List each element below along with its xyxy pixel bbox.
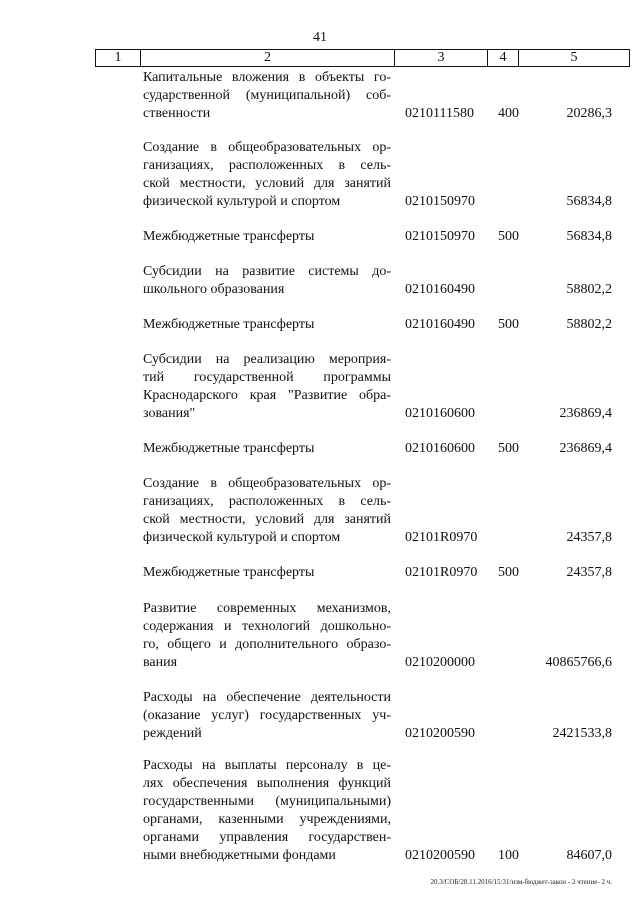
- description-line: го, общего и дополнительного образо-: [143, 637, 391, 652]
- table-row: [0, 228, 640, 246]
- description-line: ственности: [143, 106, 211, 121]
- column-header-4: 4: [488, 50, 519, 67]
- page-number: 41: [313, 30, 327, 45]
- description-line: лях обеспечения выполнения функций: [143, 776, 391, 791]
- row-description: [143, 263, 391, 299]
- row-code: 0210200000: [405, 655, 475, 670]
- row-amount: 236869,4: [559, 406, 612, 421]
- table-row: [0, 689, 640, 743]
- row-amount: 56834,8: [566, 229, 612, 244]
- row-expense-type: 500: [498, 565, 519, 580]
- description-line: физической культурой и спортом: [143, 194, 341, 209]
- row-description: [143, 316, 391, 334]
- table-row: [0, 475, 640, 547]
- row-description: [143, 757, 391, 865]
- row-amount: 20286,3: [566, 106, 612, 121]
- description-line: содержания и технологий дошкольно-: [143, 619, 391, 634]
- row-code: 02101R0970: [405, 530, 478, 545]
- row-amount: 24357,8: [566, 530, 612, 545]
- row-expense-type: 400: [498, 106, 519, 121]
- row-description: [143, 351, 391, 423]
- description-line: Субсидии на реализацию мероприя-: [143, 352, 391, 367]
- description-line: ской местности, условий для занятий: [143, 512, 391, 527]
- table-row: [0, 757, 640, 865]
- footer-note: 20.3/СОБ/28.11.2016/15:31/изм-бюджет-закон - 2 чтение- 2 ч.: [430, 878, 612, 886]
- row-description: [143, 228, 391, 246]
- row-code: 0210160490: [405, 282, 475, 297]
- description-line: Краснодарского края "Развитие обра-: [143, 388, 391, 403]
- description-line: Межбюджетные трансферты: [143, 229, 315, 244]
- description-line: (оказание услуг) государственных уч-: [143, 708, 391, 723]
- description-line: ганизациях, расположенных в сель-: [143, 494, 391, 509]
- table-row: [0, 316, 640, 334]
- row-amount: 58802,2: [566, 282, 612, 297]
- row-description: [143, 139, 391, 211]
- description-line: ганизациях, расположенных в сель-: [143, 158, 391, 173]
- row-description: [143, 689, 391, 743]
- row-amount: 84607,0: [566, 848, 612, 863]
- description-line: государственными (муниципальными): [143, 794, 391, 809]
- row-expense-type: 100: [498, 848, 519, 863]
- row-code: 02101R0970: [405, 565, 478, 580]
- row-code: 0210200590: [405, 848, 475, 863]
- description-line: органами управления государствен-: [143, 830, 391, 845]
- description-line: Расходы на обеспечение деятельности: [143, 690, 391, 705]
- description-line: Субсидии на развитие системы до-: [143, 264, 391, 279]
- row-description: [143, 440, 391, 458]
- row-amount: 56834,8: [566, 194, 612, 209]
- description-line: вания: [143, 655, 178, 670]
- column-header-table: [95, 49, 630, 67]
- description-line: реждений: [143, 726, 202, 741]
- row-amount: 24357,8: [566, 565, 612, 580]
- row-expense-type: 500: [498, 229, 519, 244]
- description-line: Капитальные вложения в объекты го-: [143, 70, 391, 85]
- description-line: ской местности, условий для занятий: [143, 176, 391, 191]
- row-description: [143, 475, 391, 547]
- row-amount: 40865766,6: [545, 655, 612, 670]
- table-row: [0, 564, 640, 582]
- row-code: 0210150970: [405, 229, 475, 244]
- row-description: [143, 600, 391, 672]
- column-header-1: 1: [96, 50, 141, 67]
- row-expense-type: 500: [498, 317, 519, 332]
- table-row: [0, 600, 640, 672]
- row-code: 0210160600: [405, 406, 475, 421]
- row-amount: 58802,2: [566, 317, 612, 332]
- description-line: физической культурой и спортом: [143, 530, 341, 545]
- row-expense-type: 500: [498, 441, 519, 456]
- description-line: Создание в общеобразовательных ор-: [143, 140, 391, 155]
- row-amount: 236869,4: [559, 441, 612, 456]
- column-header-5: 5: [519, 50, 630, 67]
- row-code: 0210160600: [405, 441, 475, 456]
- row-code: 0210111580: [405, 106, 474, 121]
- table-row: [0, 440, 640, 458]
- table-row: [0, 263, 640, 299]
- row-amount: 2421533,8: [552, 726, 612, 741]
- description-line: Межбюджетные трансферты: [143, 317, 315, 332]
- row-code: 0210150970: [405, 194, 475, 209]
- row-code: 0210200590: [405, 726, 475, 741]
- column-header-3: 3: [395, 50, 488, 67]
- description-line: сударственной (муниципальной) соб-: [143, 88, 391, 103]
- description-line: школьного образования: [143, 282, 285, 297]
- row-code: 0210160490: [405, 317, 475, 332]
- column-header-2: 2: [141, 50, 395, 67]
- table-row: [0, 139, 640, 211]
- description-line: органами, казенными учреждениями,: [143, 812, 391, 827]
- description-line: зования": [143, 406, 196, 421]
- description-line: тий государственной программы: [143, 370, 391, 385]
- description-line: Межбюджетные трансферты: [143, 565, 315, 580]
- row-description: [143, 564, 391, 582]
- description-line: ными внебюджетными фондами: [143, 848, 336, 863]
- table-row: [0, 69, 640, 123]
- table-row: [0, 351, 640, 423]
- description-line: Создание в общеобразовательных ор-: [143, 476, 391, 491]
- row-description: [143, 69, 391, 123]
- description-line: Развитие современных механизмов,: [143, 601, 391, 616]
- description-line: Межбюджетные трансферты: [143, 441, 315, 456]
- description-line: Расходы на выплаты персоналу в це-: [143, 758, 391, 773]
